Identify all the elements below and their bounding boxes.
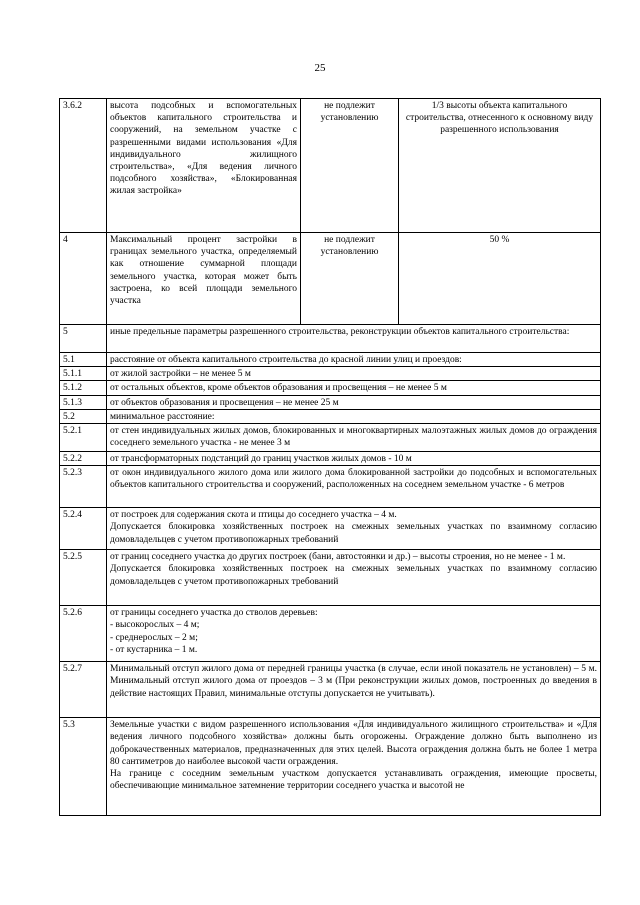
value-text: 50 % (399, 233, 601, 325)
row-number: 5.2.4 (60, 508, 107, 550)
parameter-text: от стен индивидуальных жилых домов, блокированных и многоквартирных малоэтажных жилых домов до ограждения соседнего земельного участка - не менее 3 м (107, 424, 601, 452)
parameter-text: Земельные участки с видом разрешенного использования «Для индивидуального жилищного строительства» и «Для ведения личного подсобного хозяйства» должны быть огорожены. Ограждение должно быть выполнено из доброкачественных материалов, предназначенных для этих целей. Высота ограждения должна быть не более 1 метра 80 сантиметров до наиболее высокой части ограждения. (110, 720, 597, 767)
table-row (60, 409, 601, 423)
regulations-table (59, 98, 601, 816)
parameter-text: от окон индивидуального жилого дома или жилого дома блокированной застройки до подсобных и вспомогательных объектов капитального строительства и сооружений, расположенных на соседнем земельном участке - 6 метров (107, 466, 601, 508)
table-row (60, 550, 601, 606)
row-number: 3.6.2 (60, 99, 107, 233)
parameter-text: расстояние от объекта капитального строительства до красной линии улиц и проездов: (107, 353, 601, 367)
table-row (60, 381, 601, 395)
parameter-note: На границе с соседним земельным участком допускается устанавливать ограждения, имеющие просветы, обеспечивающие минимальное затемнение территории соседнего участка и высотой не (110, 769, 597, 792)
row-number: 5.1 (60, 353, 107, 367)
table-row (60, 718, 601, 816)
parameter-text: минимальное расстояние: (107, 409, 601, 423)
list-item: - высокорослых – 4 м; (110, 620, 200, 631)
parameter-text: от трансформаторных подстанций до границ участков жилых домов - 10 м (107, 452, 601, 466)
parameter-cell (107, 718, 601, 816)
table-row (60, 508, 601, 550)
parameter-text: Максимальный процент застройки в границах земельного участка, определяемый как отношение суммарной площади земельного участка, которая может быть застроена, ко всей площади земельного участка (107, 233, 301, 325)
row-number: 5.1.3 (60, 395, 107, 409)
table-row (60, 606, 601, 662)
table-row (60, 99, 601, 233)
row-number: 5.1.1 (60, 367, 107, 381)
parameter-text: от остальных объектов, кроме объектов образования и просвещения – не менее 5 м (107, 381, 601, 395)
row-number: 5.2.6 (60, 606, 107, 662)
row-number: 5 (60, 325, 107, 353)
table-row (60, 233, 601, 325)
table-row (60, 424, 601, 452)
row-number: 5.2.5 (60, 550, 107, 606)
page-number: 25 (314, 62, 326, 74)
table-row (60, 325, 601, 353)
table-row (60, 452, 601, 466)
parameter-text: от границ соседнего участка до других построек (бани, автостоянки и др.) – высоты строения, но не менее - 1 м. (110, 552, 566, 563)
row-number: 5.2.3 (60, 466, 107, 508)
row-number: 5.2.1 (60, 424, 107, 452)
parameter-cell (107, 508, 601, 550)
parameter-note: Допускается блокировка хозяйственных построек на смежных земельных участках по взаимному согласию домовладельцев с учетом противопожарных требований (110, 564, 597, 587)
parameter-cell (107, 606, 601, 662)
parameter-text: иные предельные параметры разрешенного строительства, реконструкции объектов капитального строительства: (107, 325, 601, 353)
row-number: 5.3 (60, 718, 107, 816)
list-item: - среднерослых – 2 м; (110, 632, 198, 643)
parameter-text: высота подсобных и вспомогательных объектов капитального строительства и сооружений, на земельном участке с разрешенными видами использования «Для индивидуального жилищного строительства», «Для ведения личного подсобного хозяйства», «Блокированная жилая застройка» (107, 99, 301, 233)
parameter-cell (107, 550, 601, 606)
parameter-text: от границы соседнего участка до стволов деревьев: (110, 608, 318, 619)
parameter-text: от жилой застройки – не менее 5 м (107, 367, 601, 381)
status-text: не подлежит установлению (301, 233, 399, 325)
list-item: - от кустарника – 1 м. (110, 644, 198, 655)
row-number: 5.2.2 (60, 452, 107, 466)
parameter-text: от объектов образования и просвещения – не менее 25 м (107, 395, 601, 409)
row-number: 5.1.2 (60, 381, 107, 395)
parameter-note: Допускается блокировка хозяйственных построек на смежных земельных участках по взаимному согласию домовладельцев с учетом противопожарных требований (110, 522, 597, 545)
status-text: не подлежит установлению (301, 99, 399, 233)
parameter-text: от построек для содержания скота и птицы до соседнего участка – 4 м. (110, 510, 397, 521)
value-text: 1/3 высоты объекта капитального строительства, отнесенного к основному виду разрешенного использования (399, 99, 601, 233)
table-row (60, 353, 601, 367)
parameter-text: Минимальный отступ жилого дома от передней границы участка (в случае, если иной показатель не установлен) – 5 м. Минимальный отступ жилого дома от проездов – 3 м (При реконструкции жилых домов, построенных до введения в действие настоящих Правил, минимальные отступы допускается не учитывать). (107, 662, 601, 718)
table-row (60, 367, 601, 381)
table-row (60, 662, 601, 718)
row-number: 5.2.7 (60, 662, 107, 718)
table-row (60, 395, 601, 409)
table-row (60, 466, 601, 508)
row-number: 4 (60, 233, 107, 325)
row-number: 5.2 (60, 409, 107, 423)
